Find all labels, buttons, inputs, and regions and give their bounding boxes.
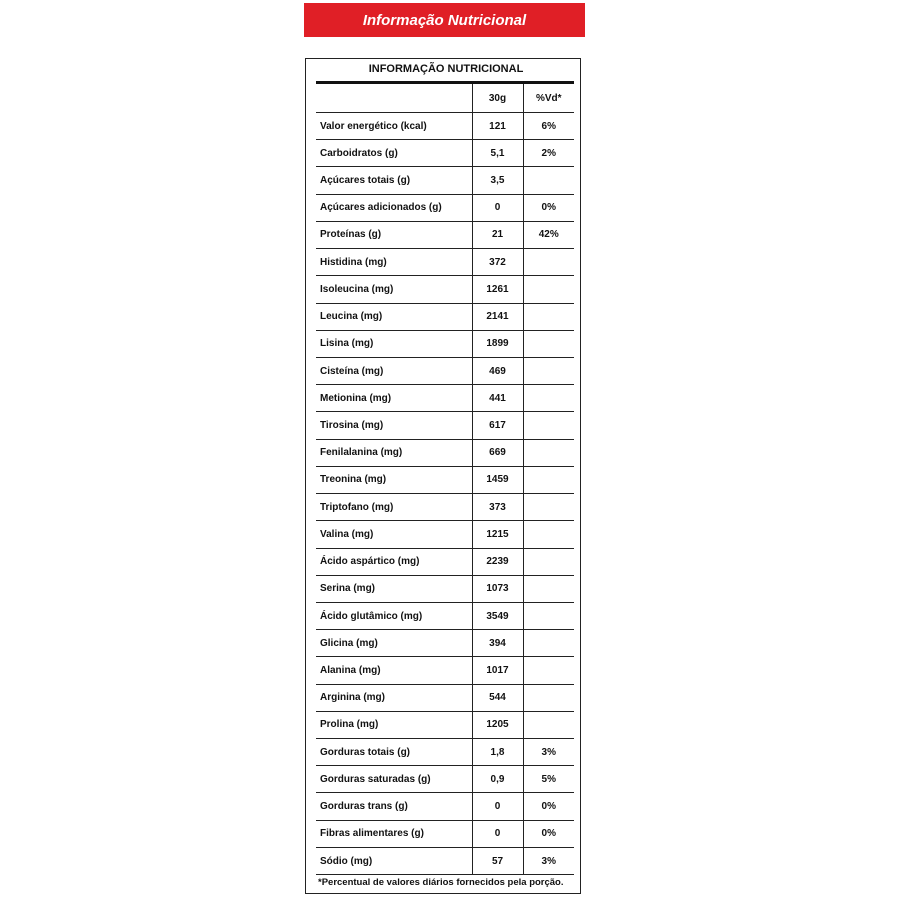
table-row xyxy=(316,249,574,276)
footnote: *Percentual de valores diários fornecidos pela porção. xyxy=(318,877,564,888)
nutrient-dv xyxy=(523,602,574,629)
nutrient-name: Carboidratos (g) xyxy=(316,140,472,167)
nutrient-value: 1205 xyxy=(472,711,523,738)
table-row xyxy=(316,684,574,711)
nutrient-dv xyxy=(523,657,574,684)
nutrient-dv: 3% xyxy=(523,739,574,766)
banner-title: Informação Nutricional xyxy=(362,11,527,29)
table-row xyxy=(316,276,574,303)
nutrient-value: 1459 xyxy=(472,466,523,493)
nutrient-value: 1,8 xyxy=(472,739,523,766)
nutrient-value: 3549 xyxy=(472,602,523,629)
nutrient-name: Lisina (mg) xyxy=(316,330,472,357)
nutrient-name: Tirosina (mg) xyxy=(316,412,472,439)
nutrient-dv: 5% xyxy=(523,766,574,793)
nutrient-name: Serina (mg) xyxy=(316,575,472,602)
nutrient-value: 2141 xyxy=(472,303,523,330)
nutrient-dv xyxy=(523,684,574,711)
table-row xyxy=(316,548,574,575)
nutrient-value: 121 xyxy=(472,113,523,140)
nutrient-dv xyxy=(523,167,574,194)
nutrient-value: 373 xyxy=(472,494,523,521)
nutrient-dv: 0% xyxy=(523,194,574,221)
nutrition-banner xyxy=(304,3,585,37)
nutrient-name: Valor energético (kcal) xyxy=(316,113,472,140)
nutrient-name: Açúcares adicionados (g) xyxy=(316,194,472,221)
nutrient-name: Alanina (mg) xyxy=(316,657,472,684)
nutrient-dv xyxy=(523,575,574,602)
header-dv-cell: %Vd* xyxy=(523,83,574,113)
nutrient-value: 669 xyxy=(472,439,523,466)
table-row xyxy=(316,330,574,357)
table-row xyxy=(316,140,574,167)
nutrient-dv xyxy=(523,303,574,330)
nutrient-value: 3,5 xyxy=(472,167,523,194)
nutrient-value: 372 xyxy=(472,249,523,276)
nutrient-value: 544 xyxy=(472,684,523,711)
nutrient-name: Gorduras totais (g) xyxy=(316,739,472,766)
nutrient-value: 394 xyxy=(472,630,523,657)
nutrient-value: 1261 xyxy=(472,276,523,303)
table-row xyxy=(316,630,574,657)
table-row xyxy=(316,221,574,248)
nutrient-name: Arginina (mg) xyxy=(316,684,472,711)
nutrient-dv: 3% xyxy=(523,847,574,874)
header-name-cell xyxy=(316,83,472,113)
nutrient-dv xyxy=(523,494,574,521)
nutrient-value: 1899 xyxy=(472,330,523,357)
table-row xyxy=(316,113,574,140)
nutrient-dv: 0% xyxy=(523,820,574,847)
nutrient-value: 21 xyxy=(472,221,523,248)
nutrient-value: 1073 xyxy=(472,575,523,602)
table-row xyxy=(316,766,574,793)
nutrient-name: Ácido glutâmico (mg) xyxy=(316,602,472,629)
nutrient-name: Prolina (mg) xyxy=(316,711,472,738)
table-row xyxy=(316,466,574,493)
table-row xyxy=(316,167,574,194)
nutrient-name: Metionina (mg) xyxy=(316,385,472,412)
nutrient-name: Sódio (mg) xyxy=(316,847,472,874)
nutrient-name: Gorduras trans (g) xyxy=(316,793,472,820)
table-row xyxy=(316,575,574,602)
nutrient-dv: 2% xyxy=(523,140,574,167)
table-row xyxy=(316,793,574,820)
nutrition-table xyxy=(316,81,574,875)
nutrient-value: 0 xyxy=(472,820,523,847)
nutrient-name: Gorduras saturadas (g) xyxy=(316,766,472,793)
nutrient-name: Triptofano (mg) xyxy=(316,494,472,521)
table-row xyxy=(316,439,574,466)
table-row xyxy=(316,711,574,738)
nutrient-value: 0 xyxy=(472,793,523,820)
nutrient-name: Fibras alimentares (g) xyxy=(316,820,472,847)
nutrient-dv: 42% xyxy=(523,221,574,248)
table-title: INFORMAÇÃO NUTRICIONAL xyxy=(368,63,524,75)
nutrient-dv xyxy=(523,330,574,357)
table-header-row xyxy=(316,83,574,113)
table-row xyxy=(316,385,574,412)
table-row xyxy=(316,739,574,766)
nutrient-name: Valina (mg) xyxy=(316,521,472,548)
nutrient-name: Fenilalanina (mg) xyxy=(316,439,472,466)
nutrient-name: Treonina (mg) xyxy=(316,466,472,493)
table-row xyxy=(316,494,574,521)
nutrient-dv xyxy=(523,249,574,276)
nutrient-dv: 0% xyxy=(523,793,574,820)
nutrient-value: 0 xyxy=(472,194,523,221)
nutrient-name: Glicina (mg) xyxy=(316,630,472,657)
table-body xyxy=(316,113,574,875)
nutrient-name: Leucina (mg) xyxy=(316,303,472,330)
table-row xyxy=(316,820,574,847)
nutrient-value: 441 xyxy=(472,385,523,412)
nutrient-dv xyxy=(523,385,574,412)
nutrition-facts-panel xyxy=(305,58,581,894)
nutrient-value: 2239 xyxy=(472,548,523,575)
nutrient-value: 1215 xyxy=(472,521,523,548)
table-row xyxy=(316,357,574,384)
nutrient-value: 5,1 xyxy=(472,140,523,167)
nutrient-value: 469 xyxy=(472,357,523,384)
table-row xyxy=(316,303,574,330)
nutrient-dv xyxy=(523,466,574,493)
nutrient-name: Proteínas (g) xyxy=(316,221,472,248)
nutrient-value: 57 xyxy=(472,847,523,874)
table-row xyxy=(316,412,574,439)
nutrient-name: Açúcares totais (g) xyxy=(316,167,472,194)
nutrient-dv xyxy=(523,630,574,657)
nutrient-value: 617 xyxy=(472,412,523,439)
nutrient-dv xyxy=(523,439,574,466)
header-portion-cell: 30g xyxy=(472,83,523,113)
table-row xyxy=(316,602,574,629)
nutrient-name: Isoleucina (mg) xyxy=(316,276,472,303)
table-row xyxy=(316,521,574,548)
nutrient-value: 1017 xyxy=(472,657,523,684)
nutrient-dv xyxy=(523,711,574,738)
table-row xyxy=(316,657,574,684)
nutrient-dv xyxy=(523,276,574,303)
nutrient-dv: 6% xyxy=(523,113,574,140)
nutrient-name: Histidina (mg) xyxy=(316,249,472,276)
nutrient-name: Cisteína (mg) xyxy=(316,357,472,384)
table-row xyxy=(316,194,574,221)
table-row xyxy=(316,847,574,874)
nutrient-name: Ácido aspártico (mg) xyxy=(316,548,472,575)
nutrient-dv xyxy=(523,412,574,439)
nutrient-value: 0,9 xyxy=(472,766,523,793)
nutrient-dv xyxy=(523,357,574,384)
nutrient-dv xyxy=(523,521,574,548)
nutrient-dv xyxy=(523,548,574,575)
